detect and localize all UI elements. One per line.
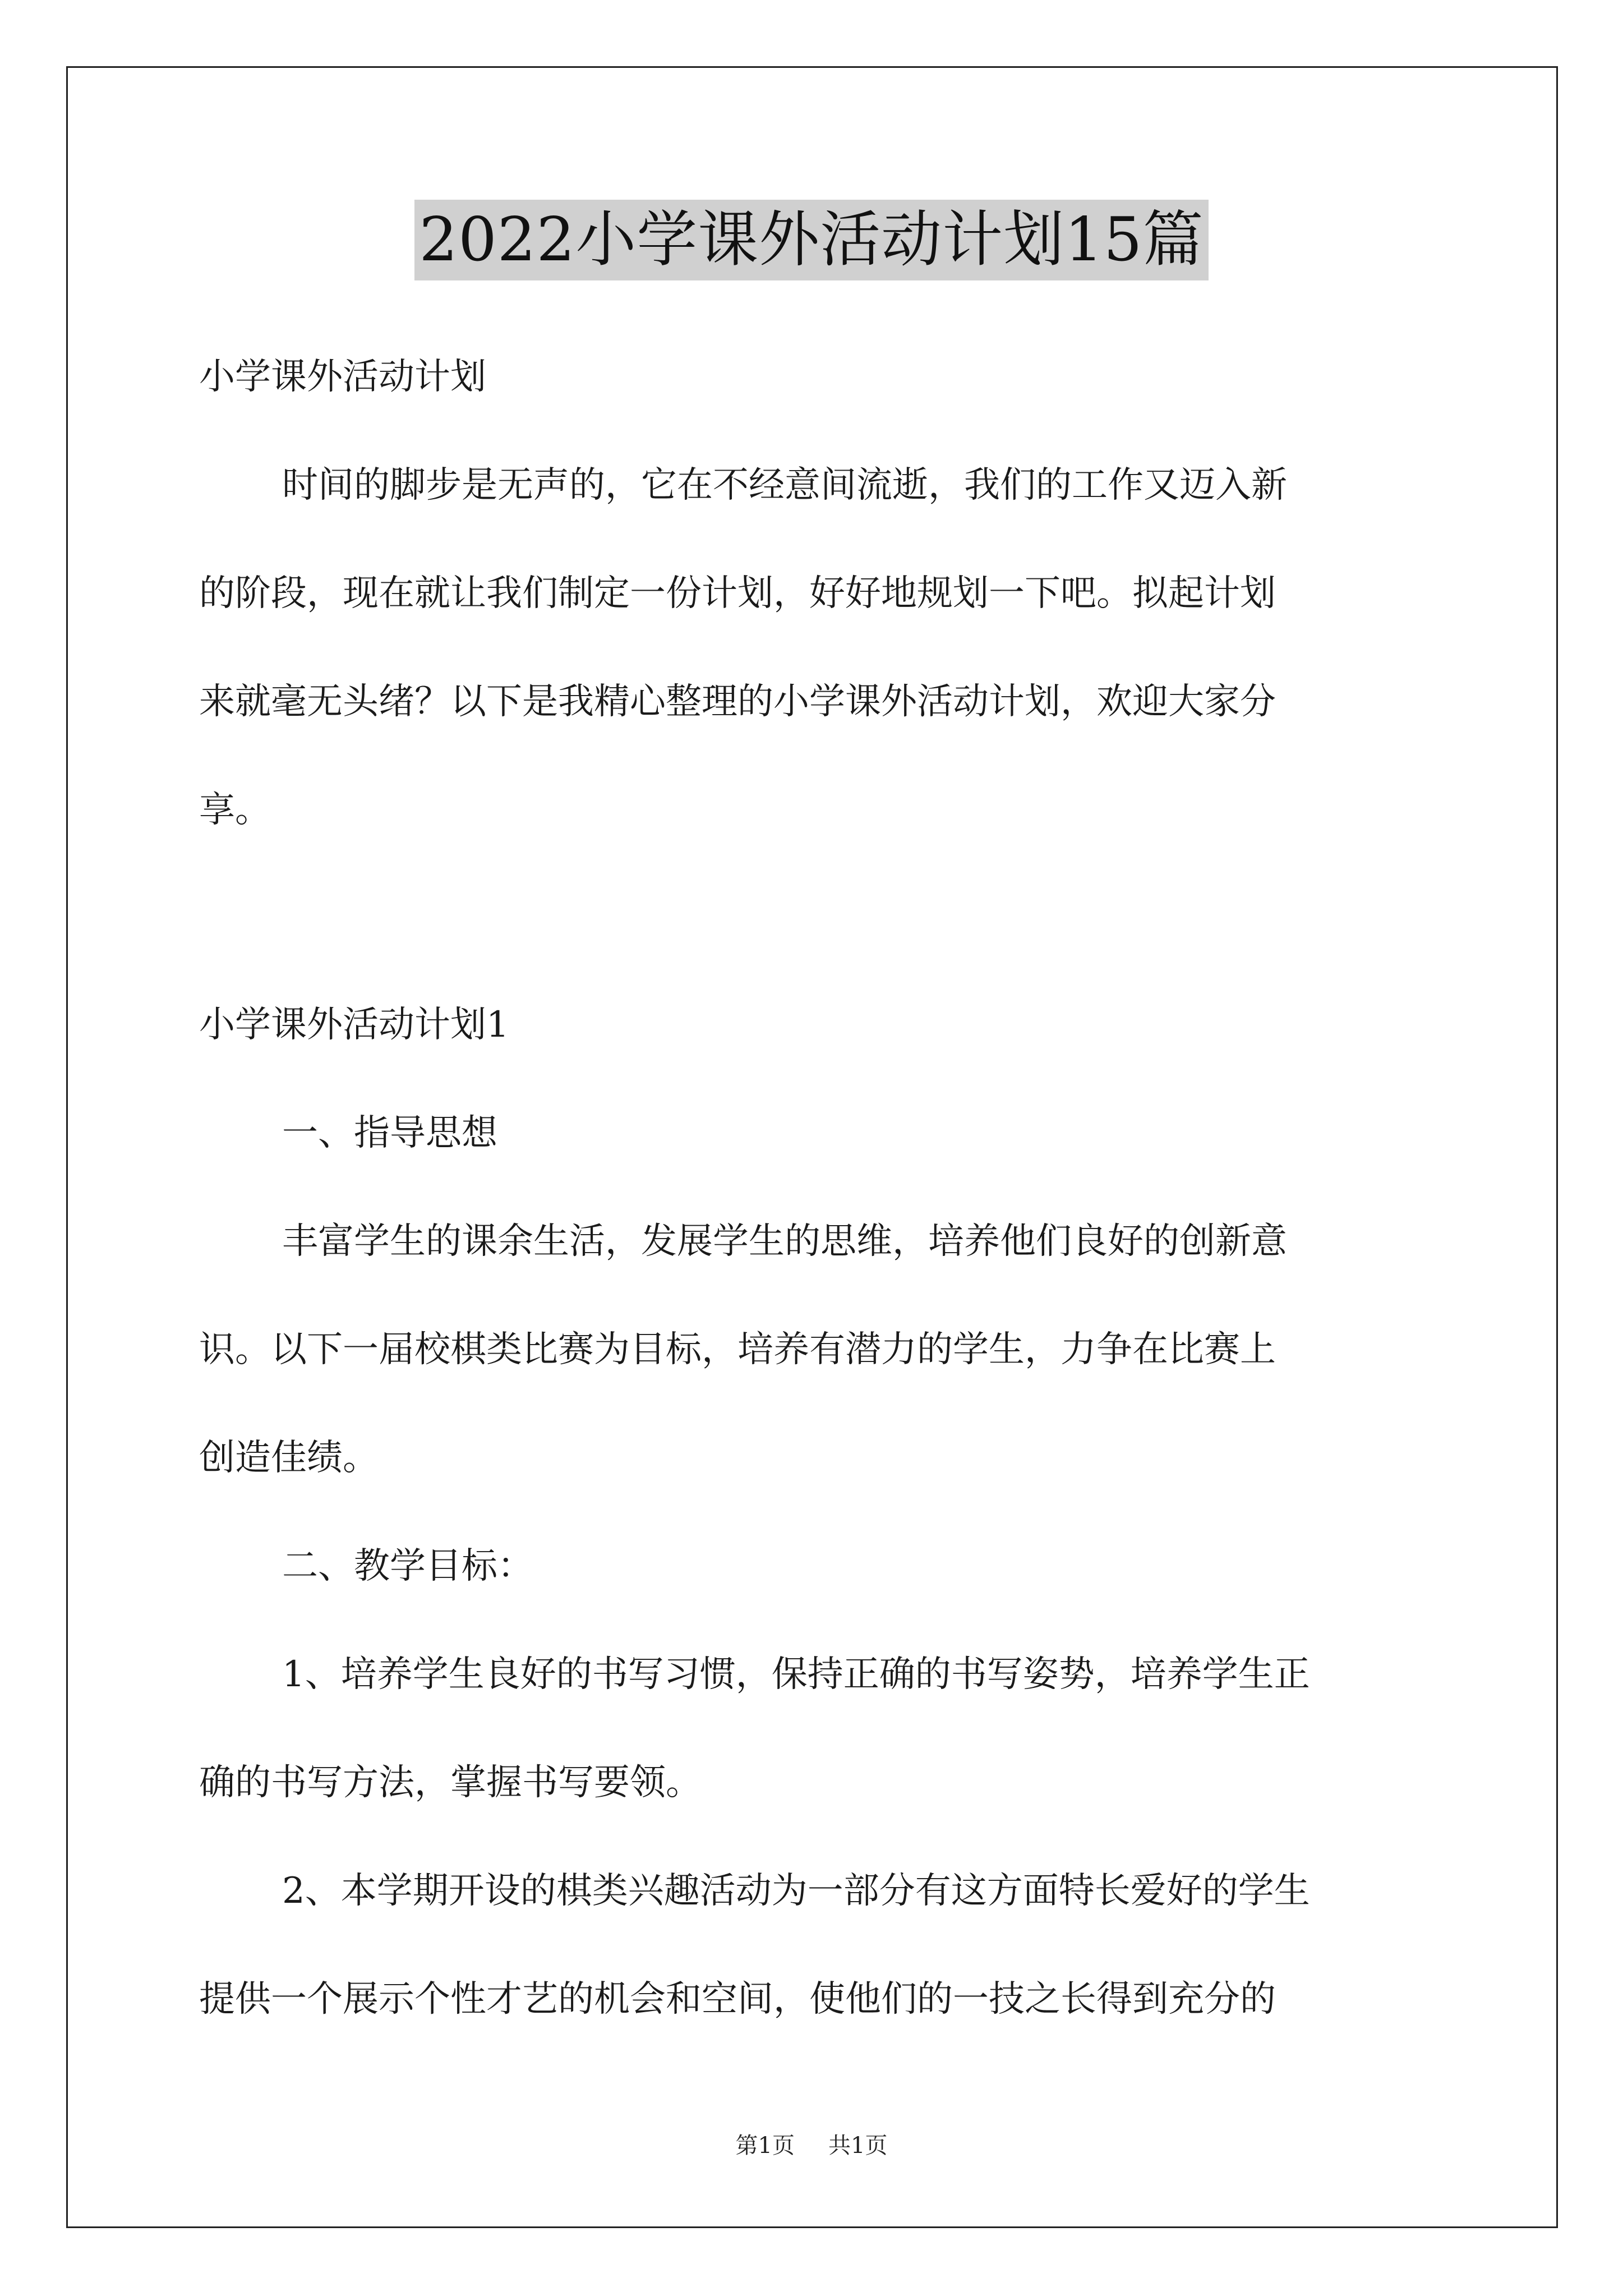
paragraph-line: 2、本学期开设的棋类兴趣活动为一部分有这方面特长爱好的学生 (282, 1870, 1310, 1912)
page-number: 第1页 (735, 2133, 795, 2159)
title-container (0, 200, 1623, 280)
paragraph-line: 享。 (199, 789, 271, 831)
page-total: 共1页 (828, 2133, 888, 2159)
subheading: 一、指导思想 (282, 1112, 497, 1154)
paragraph-line: 提供一个展示个性才艺的机会和空间，使他们的一技之长得到充分的 (199, 1978, 1276, 2020)
subheading: 二、教学目标： (282, 1545, 533, 1587)
page-footer (0, 2132, 1623, 2160)
paragraph-line: 丰富学生的课余生活，发展学生的思维，培养他们良好的创新意 (282, 1221, 1287, 1262)
paragraph-line: 的阶段，现在就让我们制定一份计划，好好地规划一下吧。拟起计划 (199, 573, 1276, 614)
section-heading: 小学课外活动计划 (199, 356, 486, 398)
document-title: 2022小学课外活动计划15篇 (414, 200, 1208, 280)
paragraph-line: 时间的脚步是无声的，它在不经意间流逝，我们的工作又迈入新 (282, 464, 1287, 506)
paragraph-line: 来就毫无头绪？以下是我精心整理的小学课外活动计划，欢迎大家分 (199, 681, 1276, 723)
paragraph-line: 创造佳绩。 (199, 1437, 379, 1479)
paragraph-line: 确的书写方法，掌握书写要领。 (199, 1762, 702, 1803)
paragraph-line: 1、培养学生良好的书写习惯，保持正确的书写姿势，培养学生正 (282, 1654, 1310, 1695)
paragraph-line: 识。以下一届校棋类比赛为目标，培养有潜力的学生，力争在比赛上 (199, 1329, 1276, 1370)
section-heading: 小学课外活动计划1 (199, 1004, 509, 1046)
